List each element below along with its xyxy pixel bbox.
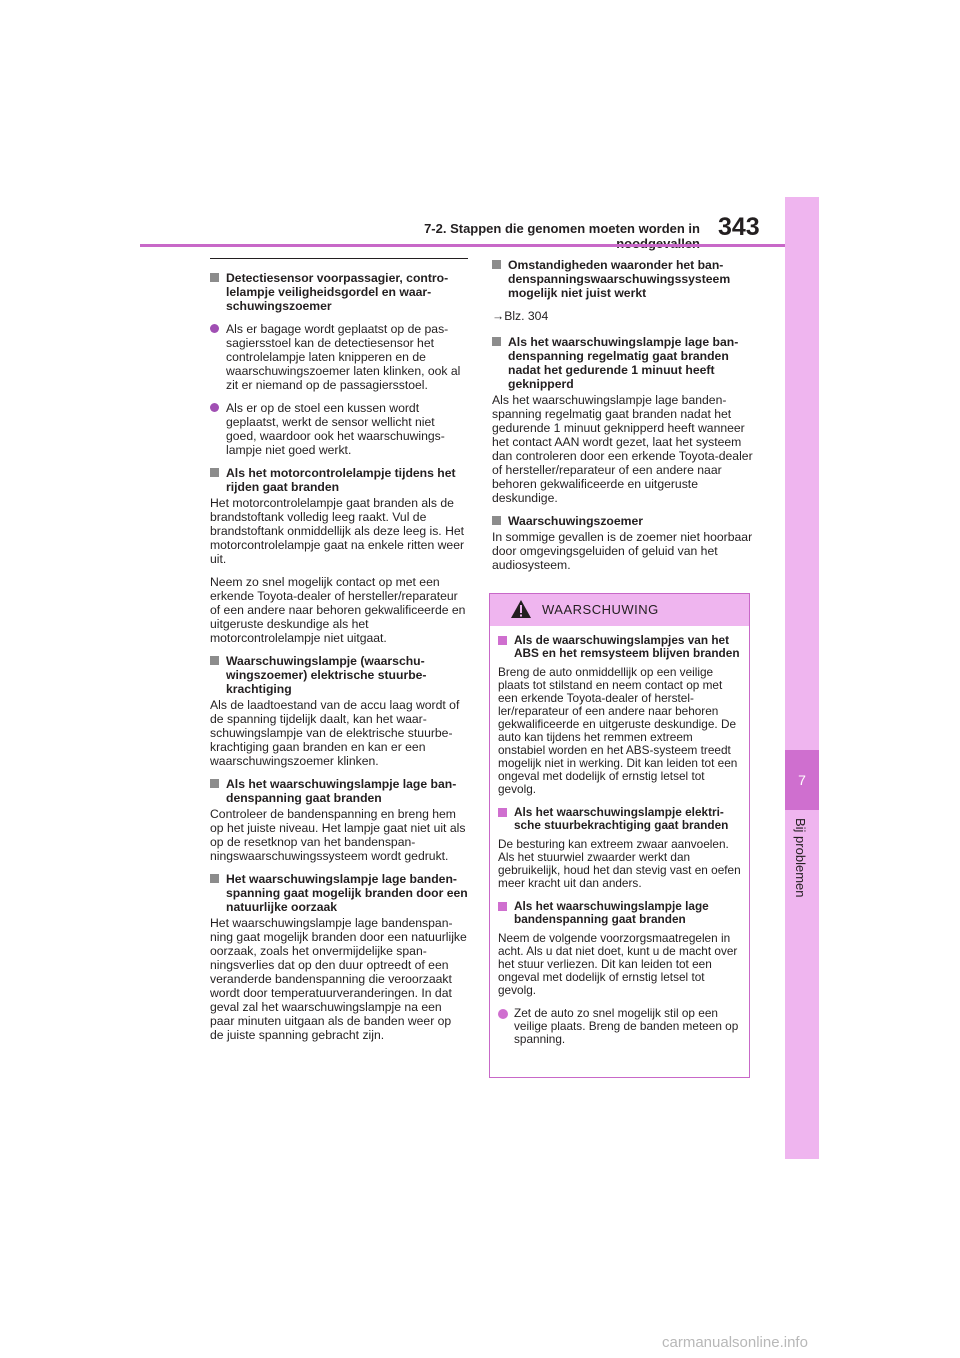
column-rule [210, 258, 468, 259]
left-column [210, 258, 468, 1051]
section-heading [210, 654, 468, 696]
section-heading [492, 335, 754, 391]
page-reference-link[interactable]: →Blz. 304 [492, 309, 549, 323]
body-paragraph: Neem zo snel mogelijk contact op met een erkende Toyota-dealer of hersteller/reparateur of een andere naar behoren gekwalificeerde en uitgeruste deskundige als het motorcontrolelampje niet uitgaat. [210, 575, 466, 645]
round-bullet-icon [498, 1009, 508, 1019]
round-bullet-icon [210, 403, 219, 412]
square-bullet-icon [210, 874, 219, 883]
heading-text: Waarschuwingszoemer [508, 514, 644, 528]
heading-text: Waarschuwingslampje (waarschuwingszoemer) elektrische stuurbekrachtiging [226, 654, 427, 696]
body-paragraph: Controleer de bandenspanning en breng hem op het juiste niveau. Het lampje gaat niet uit als op de resetknop van het bandenspanningswaarschuwingssysteem wordt gedrukt. [210, 807, 466, 863]
heading-text: Als het motorcontrolelampje tijdens het rijden gaat branden [226, 466, 456, 494]
section-heading [210, 466, 468, 494]
section-heading [210, 872, 468, 914]
heading-text: Als de waarschuwingslampjes van het ABS en het remsysteem blijven branden [514, 633, 740, 660]
warning-heading [498, 900, 741, 926]
body-paragraph: Het waarschuwingslampje lage bandenspanning gaat mogelijk branden door een natuurlijke oorzaak, zoals het onvermijdelijke spanningsverlies dat op den duur optreedt of een veranderde bandenspanning die veroorzaakt wordt door temperatuurveranderingen. In dat geval zal het waarschuwingslampje na een paar minuten uitgaan als de banden weer op de juiste spanning gebracht zijn. [210, 916, 467, 1042]
section-heading [210, 271, 468, 313]
heading-text: Omstandigheden waaronder het bandenspanningswaarschuwingssysteem mogelijk niet juist werkt [508, 258, 731, 300]
body-paragraph: De besturing kan extreem zwaar aanvoelen. Als het stuurwiel zwaarder werkt dan gebruikelijk, houd het dan stevig vast en oefen meer kracht uit dan anders. [498, 837, 741, 890]
heading-text: Het waarschuwingslampje lage bandenspanning gaat mogelijk branden door een natuurlijke oorzaak [226, 872, 468, 914]
square-bullet-icon [210, 656, 219, 665]
square-bullet-icon [492, 516, 501, 525]
square-bullet-icon [210, 779, 219, 788]
bullet-item [210, 322, 468, 392]
square-bullet-icon [498, 902, 507, 911]
header-divider [140, 244, 785, 247]
page-number: 343 [718, 213, 760, 241]
warning-header [490, 594, 749, 626]
warning-body [490, 626, 749, 1046]
warning-title: WAARSCHUWING [542, 602, 659, 617]
section-heading [492, 258, 754, 300]
round-bullet-icon [210, 324, 219, 333]
square-bullet-icon [210, 468, 219, 477]
chapter-number-box[interactable]: 7 [785, 750, 819, 810]
heading-text: Detectiesensor voorpassagier, controlelampje veiligheidsgordel en waarschuwingszoemer [226, 271, 449, 313]
heading-text: Als het waarschuwingslampje lage bandenspanning gaat branden [514, 899, 709, 926]
section-heading [492, 514, 754, 528]
body-paragraph: Als het waarschuwingslampje lage bandenspanning regelmatig gaat branden nadat het gedurende 1 minuut geknipperd heeft wanneer het contact AAN wordt gezet, laat het systeem dan controleren door een erkende Toyota-dealer of hersteller/reparateur of een andere naar behoren gekwalificeerde en uitgeruste deskundige. [492, 393, 753, 505]
body-paragraph: In sommige gevallen is de zoemer niet hoorbaar door omgevingsgeluiden of geluid van het audiosysteem. [492, 530, 753, 572]
warning-heading [498, 634, 741, 660]
section-title: 7-2. Stappen die genomen moeten worden in [424, 221, 700, 236]
body-paragraph: Breng de auto onmiddellijk op een veilige plaats tot stilstand en neem contact op met een erkende Toyota-dealer of hersteller/reparateur of een andere naar behoren gekwalificeerde en uitgeruste deskundige. De auto kan tijdens het remmen extreem onstabiel worden en het ABS-systeem treedt mogelijk niet in werking. Dit kan leiden tot een ongeval met dodelijk of ernstig letsel tot gevolg. [498, 665, 738, 796]
square-bullet-icon [492, 260, 501, 269]
right-column [492, 258, 754, 581]
heading-text: Als het waarschuwingslampje elektrische stuurbekrachtiging gaat branden [514, 805, 729, 832]
square-bullet-icon [498, 808, 507, 817]
square-bullet-icon [492, 337, 501, 346]
body-paragraph: Als de laadtoestand van de accu laag wordt of de spanning tijdelijk daalt, kan het waarschuwingslampje van de elektrische stuurbekrachtiging gaan branden en kan er een waarschuwingszoemer klinken. [210, 698, 460, 768]
bullet-text: Als er bagage wordt geplaatst op de passagiersstoel kan de detectiesensor het controlelampje laten knipperen en de waarschuwingszoemer laten klinken, ook al zit er niemand op de passagiersstoel. [226, 322, 461, 392]
chapter-title: Bij problemen [793, 818, 808, 898]
body-paragraph: Neem de volgende voorzorgsmaatregelen in acht. Als u dat niet doet, kunt u de macht over het stuur verliezen. Dit kan leiden tot een ongeval met dodelijk of ernstig letsel tot gevolg. [498, 931, 738, 997]
bullet-text: Als er op de stoel een kussen wordt geplaatst, werkt de sensor wellicht niet goed, waardoor ook het waarschuwingslampje niet goed werkt. [226, 401, 445, 457]
section-heading [210, 777, 468, 805]
square-bullet-icon [498, 636, 507, 645]
heading-text: Als het waarschuwingslampje lage bandenspanning regelmatig gaat branden nadat het gedurende 1 minuut heeft geknipperd [508, 335, 739, 391]
warning-box [489, 593, 750, 1078]
watermark-text: carmanualsonline.info [662, 1334, 808, 1351]
bullet-item [210, 401, 468, 457]
warning-heading [498, 806, 741, 832]
warning-triangle-icon [510, 599, 532, 631]
square-bullet-icon [210, 273, 219, 282]
body-paragraph: Het motorcontrolelampje gaat branden als de brandstoftank volledig leeg raakt. Vul de brandstoftank onmiddellijk als deze leeg is. Het motorcontrolelampje gaat na enkele ritten weer uit. [210, 496, 465, 566]
bullet-item [498, 1007, 741, 1046]
heading-text: Als het waarschuwingslampje lage bandenspanning gaat branden [226, 777, 457, 805]
bullet-text: Zet de auto zo snel mogelijk stil op een veilige plaats. Breng de banden meteen op spanning. [514, 1006, 739, 1046]
chapter-side-tab [785, 197, 819, 1159]
